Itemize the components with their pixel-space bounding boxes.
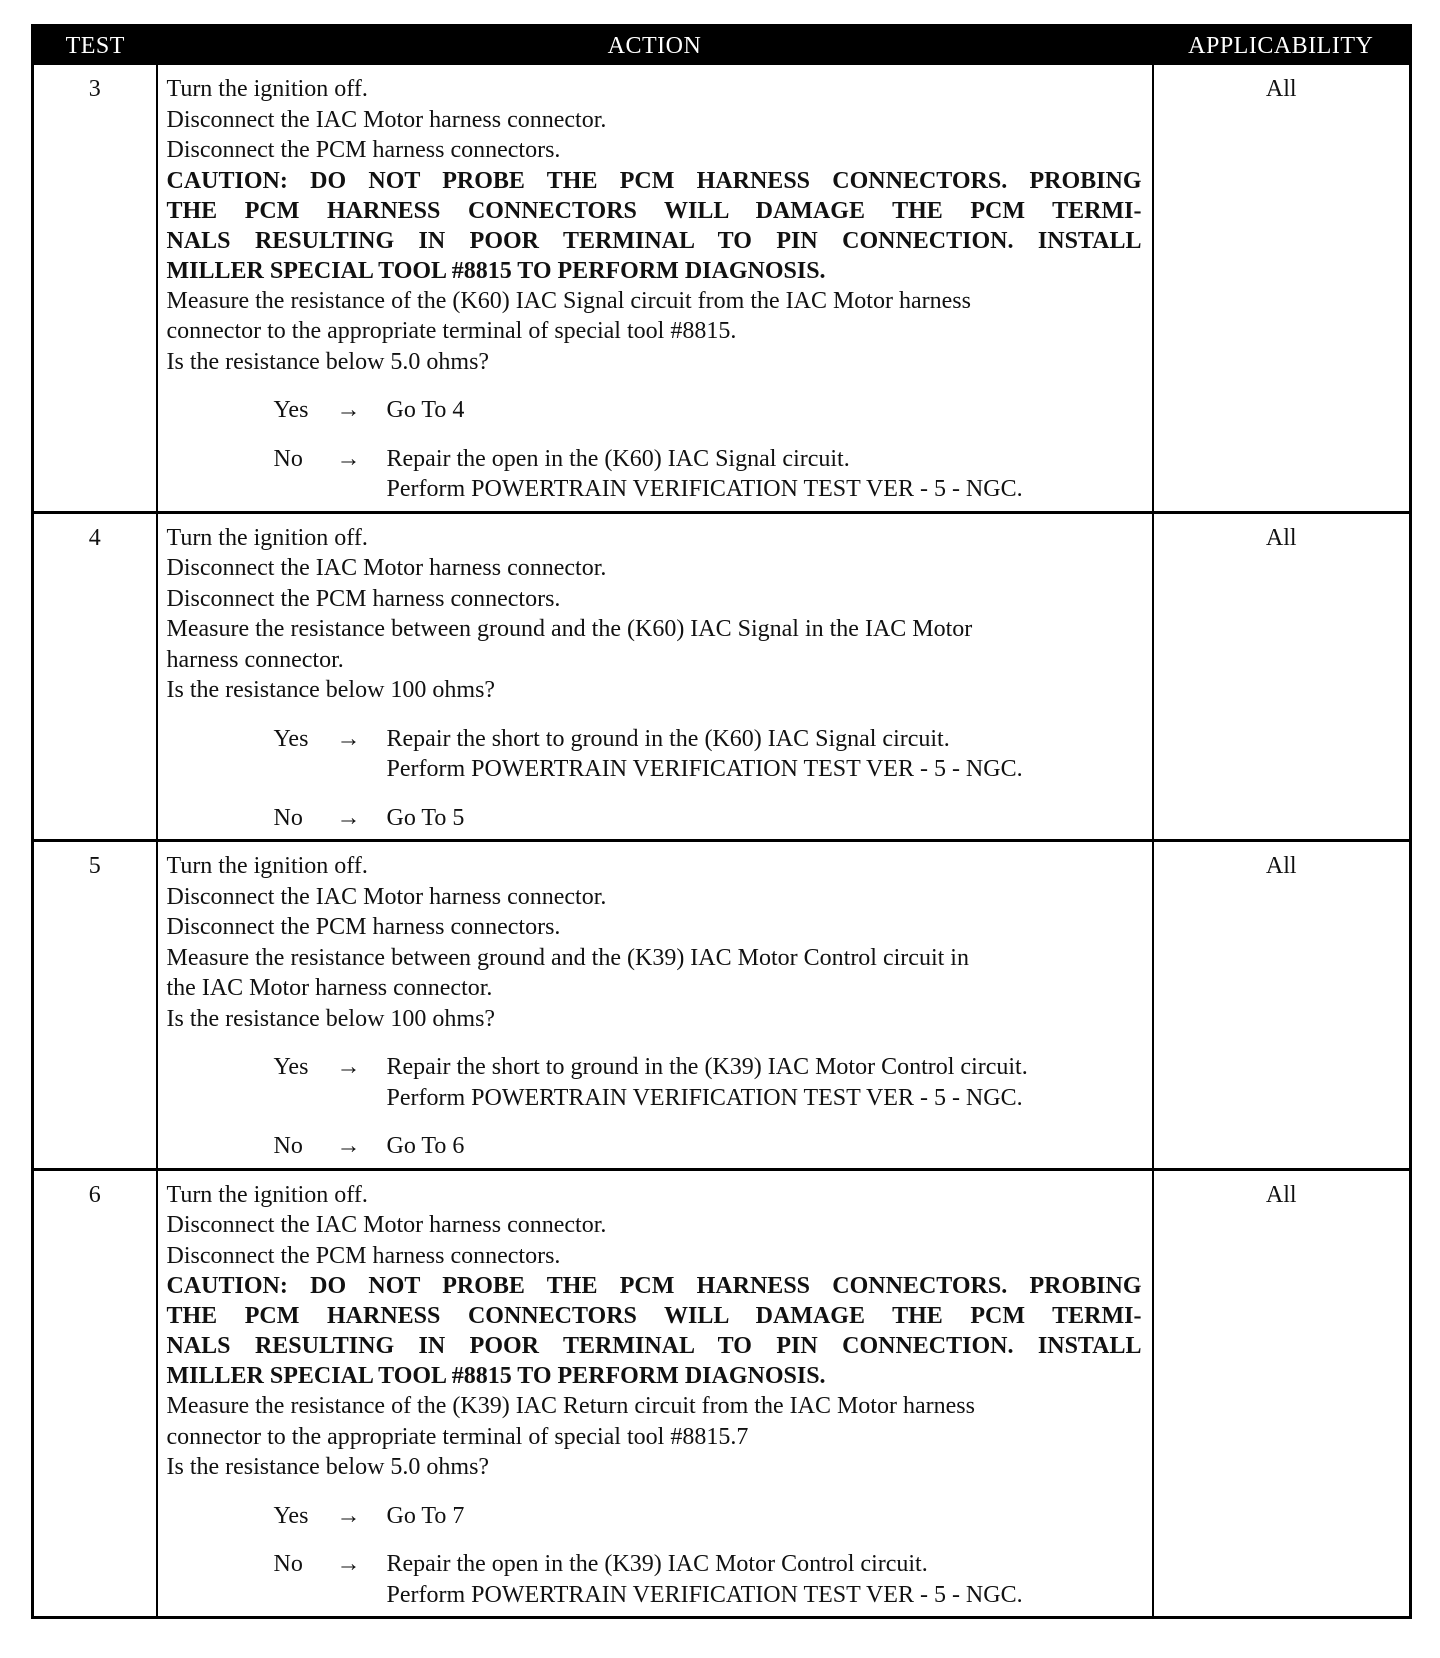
action-line: Disconnect the IAC Motor harness connector.	[166, 1212, 607, 1238]
applicability-cell: All	[1153, 65, 1411, 512]
result-branch	[167, 1052, 1142, 1113]
test-number: 5	[33, 841, 157, 1170]
result-answer: No	[273, 1133, 303, 1159]
action-line: THE PCM HARNESS CONNECTORS WILL DAMAGE THE PCM TERMI-	[166, 1303, 1142, 1329]
arrow-right-icon: →	[336, 1054, 361, 1080]
action-line: Measure the resistance between ground and the (K39) IAC Motor Control circuit in	[166, 944, 969, 971]
outcome-line: Go To 4	[386, 397, 465, 423]
result-branch	[167, 1501, 1142, 1532]
outcome-line: Perform POWERTRAIN VERIFICATION TEST VER - 5 - NGC.	[386, 1084, 1023, 1111]
table-row	[33, 512, 1411, 841]
outcome-line: Perform POWERTRAIN VERIFICATION TEST VER - 5 - NGC.	[386, 476, 1023, 502]
result-answer: No	[273, 445, 303, 472]
arrow-right-icon: →	[336, 1133, 361, 1159]
action-line: Disconnect the IAC Motor harness connector.	[166, 883, 607, 910]
action-line: connector to the appropriate terminal of special tool #8815.7	[166, 1423, 749, 1450]
test-number: 3	[33, 65, 157, 512]
result-branch	[167, 1131, 1142, 1162]
action-line: NALS RESULTING IN POOR TERMINAL TO PIN CONNECTION. INSTALL	[166, 1333, 1142, 1359]
header-test: TEST	[33, 26, 157, 66]
action-cell	[157, 841, 1153, 1170]
result-branch	[167, 724, 1142, 785]
action-line: the IAC Motor harness connector.	[166, 975, 493, 1001]
outcome-line: Repair the short to ground in the (K39) IAC Motor Control circuit.	[386, 1054, 1028, 1080]
table-row	[33, 1169, 1411, 1618]
arrow-right-icon: →	[336, 725, 361, 752]
result-outcome	[387, 395, 1142, 426]
table-header-row	[33, 26, 1411, 66]
outcome-line: Repair the open in the (K39) IAC Motor Control circuit.	[386, 1551, 928, 1577]
arrow-right-icon: →	[336, 1551, 361, 1577]
action-cell	[157, 65, 1153, 512]
action-line: Disconnect the IAC Motor harness connector.	[166, 106, 607, 133]
test-number: 4	[33, 512, 157, 841]
action-line: Is the resistance below 100 ohms?	[166, 1005, 496, 1032]
result-answer: No	[273, 1551, 303, 1577]
action-line: Is the resistance below 100 ohms?	[166, 677, 496, 703]
result-answer: Yes	[273, 397, 309, 423]
action-line: MILLER SPECIAL TOOL #8815 TO PERFORM DIAGNOSIS.	[166, 1363, 826, 1389]
outcome-line: Go To 7	[386, 1502, 465, 1529]
arrow-right-icon: →	[336, 445, 361, 472]
action-cell	[157, 512, 1153, 841]
header-applicability: APPLICABILITY	[1153, 26, 1411, 66]
action-line: Turn the ignition off.	[166, 524, 368, 551]
action-line: NALS RESULTING IN POOR TERMINAL TO PIN CONNECTION. INSTALL	[166, 227, 1142, 254]
arrow-right-icon: →	[336, 804, 361, 831]
result-answer: Yes	[273, 1054, 309, 1080]
result-branch	[167, 395, 1142, 426]
action-line: connector to the appropriate terminal of special tool #8815.	[166, 318, 737, 344]
action-line: Turn the ignition off.	[166, 76, 368, 102]
applicability-cell: All	[1153, 841, 1411, 1170]
result-answer: No	[273, 804, 303, 831]
action-line: Is the resistance below 5.0 ohms?	[166, 1454, 490, 1480]
action-line: THE PCM HARNESS CONNECTORS WILL DAMAGE THE PCM TERMI-	[166, 197, 1142, 224]
action-line: Disconnect the PCM harness connectors.	[166, 914, 561, 940]
action-line: Disconnect the PCM harness connectors.	[166, 585, 561, 612]
action-line: Disconnect the IAC Motor harness connector.	[166, 555, 607, 581]
diagnostic-test-page	[31, 24, 1409, 1619]
action-line: Measure the resistance of the (K60) IAC Signal circuit from the IAC Motor harness	[166, 287, 971, 314]
table-row	[33, 841, 1411, 1170]
table-row	[33, 65, 1411, 512]
result-outcome	[387, 1549, 1142, 1610]
result-outcome	[387, 1501, 1142, 1532]
action-line: Is the resistance below 5.0 ohms?	[166, 348, 490, 375]
result-outcome	[387, 1052, 1142, 1113]
action-line: Disconnect the PCM harness connectors.	[166, 1242, 561, 1269]
result-branch	[167, 803, 1142, 834]
result-outcome	[387, 1131, 1142, 1162]
applicability-cell: All	[1153, 512, 1411, 841]
result-branch	[167, 444, 1142, 505]
result-branch	[167, 1549, 1142, 1610]
action-line: harness connector.	[166, 646, 344, 673]
result-answer: Yes	[273, 725, 309, 752]
action-line: Disconnect the PCM harness connectors.	[166, 137, 561, 163]
caution-note	[167, 166, 1142, 286]
applicability-cell: All	[1153, 1169, 1411, 1618]
action-line: Measure the resistance between ground and the (K60) IAC Signal in the IAC Motor	[166, 616, 973, 642]
outcome-line: Repair the short to ground in the (K60) IAC Signal circuit.	[386, 725, 950, 752]
action-line: MILLER SPECIAL TOOL #8815 TO PERFORM DIAGNOSIS.	[166, 257, 826, 284]
caution-note	[167, 1271, 1142, 1391]
result-outcome	[387, 724, 1142, 785]
outcome-line: Perform POWERTRAIN VERIFICATION TEST VER - 5 - NGC.	[386, 756, 1023, 782]
result-outcome	[387, 444, 1142, 505]
result-outcome	[387, 803, 1142, 834]
test-number: 6	[33, 1169, 157, 1618]
diagnostic-table	[31, 24, 1412, 1619]
outcome-line: Go To 6	[386, 1133, 465, 1159]
action-cell	[157, 1169, 1153, 1618]
action-line: Turn the ignition off.	[166, 1181, 368, 1208]
action-line: Turn the ignition off.	[166, 853, 368, 879]
result-answer: Yes	[273, 1502, 309, 1529]
arrow-right-icon: →	[336, 397, 361, 423]
action-line: CAUTION: DO NOT PROBE THE PCM HARNESS CONNECTORS. PROBING	[166, 1273, 1142, 1299]
table-body	[33, 65, 1411, 1618]
header-action: ACTION	[157, 26, 1153, 66]
arrow-right-icon: →	[336, 1502, 361, 1529]
outcome-line: Repair the open in the (K60) IAC Signal circuit.	[386, 445, 850, 472]
outcome-line: Go To 5	[386, 804, 465, 831]
outcome-line: Perform POWERTRAIN VERIFICATION TEST VER - 5 - NGC.	[386, 1581, 1023, 1608]
action-line: Measure the resistance of the (K39) IAC Return circuit from the IAC Motor harness	[166, 1393, 975, 1419]
action-line: CAUTION: DO NOT PROBE THE PCM HARNESS CONNECTORS. PROBING	[166, 167, 1142, 194]
